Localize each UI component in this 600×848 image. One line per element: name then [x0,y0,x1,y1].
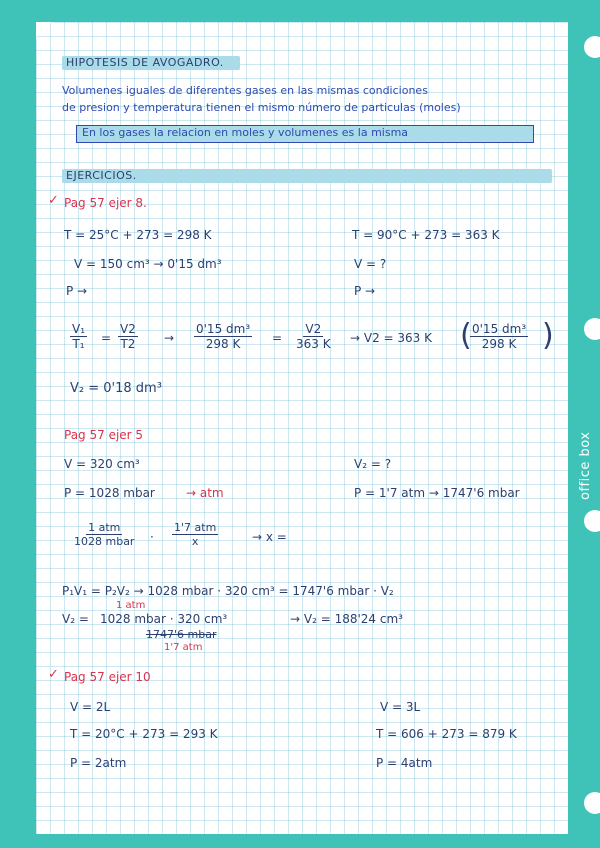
open-parenthesis: ( [460,318,472,353]
annotation-atm: 1 atm [116,600,146,611]
binder-hole [584,318,600,340]
volume-2: V = ? [354,257,387,271]
check-mark-icon: ✓ [48,667,59,682]
fraction-ratio: $\frac{\text{0'15 dm³}}{298 K}$ [472,322,527,351]
statement-line-2: de presion y temperatura tienen el mismo número de particulas (moles) [62,101,461,114]
equals-sign: = [272,331,283,345]
volume-2: V = 3L [380,700,421,714]
fraction-v2-t2: $\frac{V2}{T2}$ [120,322,136,351]
x-result: → x = [252,530,287,544]
volume-1: V = 2L [70,700,111,714]
page-border-right [568,0,600,848]
pressure-2: P = 1'7 atm → 1747'6 mbar [354,486,520,500]
fraction-values-right: $\frac{V2}{363 K}$ [296,322,331,351]
binder-hole [584,36,600,58]
v2-result: → V₂ = 188'24 cm³ [290,612,403,626]
multiplication-dot: · [150,530,154,544]
arrow: → [164,331,175,345]
key-statement: En los gases la relacion en moles y volumenes es la misma [82,126,409,139]
binder-hole [584,510,600,532]
fraction-v1-t1: $\frac{\text{V₁}}{\text{T₁}}$ [72,322,86,351]
boyle-equation: P₁V₁ = P₂V₂ → 1028 mbar · 320 cm³ = 1747'6 mbar · V₂ [62,584,394,598]
page-title: HIPOTESIS DE AVOGADRO. [66,56,224,69]
page-border-left [0,0,36,848]
v2-numerator: 1028 mbar · 320 cm³ [100,612,228,626]
statement-line-1: Volumenes iguales de diferentes gases en las mismas condiciones [62,84,428,97]
v2-expression: → V2 = 363 K [350,331,432,345]
result-v2: V₂ = 0'18 dm³ [70,381,162,396]
pressure-1: P → [66,284,88,298]
exercise-heading: Pag 57 ejer 5 [64,428,144,442]
v2-denominator: 1747'6 mbar [146,628,217,641]
fraction-values-left: $\frac{\text{0'15 dm³}}{298 K}$ [196,322,251,351]
volume-1: V = 320 cm³ [64,457,140,471]
pressure-2: P → [354,284,376,298]
fraction-atm-mbar: 1 atm 1028 mbar [74,521,135,548]
temperature-1: T = 25°C + 273 = 298 K [64,228,212,242]
check-mark-icon: ✓ [48,193,59,208]
volume-2: V₂ = ? [354,457,392,471]
page-border-bottom [0,834,600,848]
brand-logo: office box [578,431,593,500]
pressure-1: P = 2atm [70,756,127,770]
close-parenthesis: ) [542,318,554,353]
page-border-top [0,0,600,22]
annotation-atm-2: 1'7 atm [164,642,203,653]
equals-sign: = [101,331,112,345]
section-title: EJERCICIOS. [66,169,137,182]
exercise-heading: Pag 57 ejer 8. [64,196,147,210]
temperature-2: T = 90°C + 273 = 363 K [352,228,500,242]
volume-1: V = 150 cm³ → 0'15 dm³ [74,257,222,271]
exercise-heading: Pag 57 ejer 10 [64,670,151,684]
binder-hole [584,792,600,814]
temperature-2: T = 606 + 273 = 879 K [376,727,517,741]
fraction-atm-x: 1'7 atm x [174,521,217,548]
v2-label: V₂ = [62,612,89,626]
temperature-1: T = 20°C + 273 = 293 K [70,727,218,741]
pressure-1: P = 1028 mbar [64,486,155,500]
pressure-1-conversion: → atm [186,486,224,500]
pressure-2: P = 4atm [376,756,433,770]
